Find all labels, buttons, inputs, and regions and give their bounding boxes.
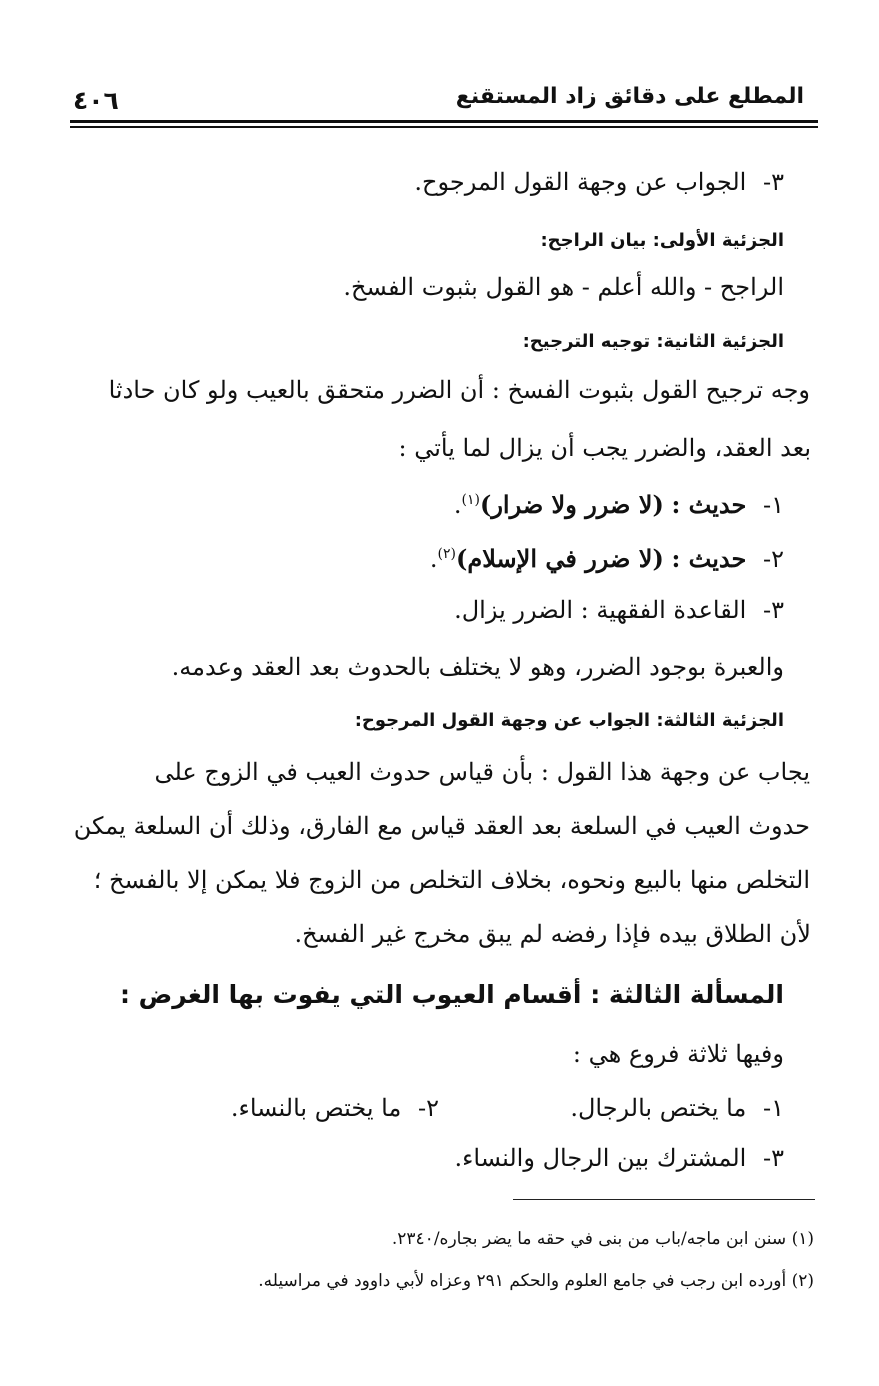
paragraph-line: والعبرة بوجود الضرر، وهو لا يختلف بالحدوث بعد العقد وعدمه.	[171, 653, 784, 681]
page-number: ٤٠٦	[73, 86, 119, 115]
list-text: الجواب عن وجهة القول المرجوح.	[414, 168, 747, 196]
footnote-ref: (١)	[461, 492, 480, 508]
paragraph-line: الراجح - والله أعلم - هو القول بثبوت الفسخ.	[343, 273, 784, 301]
hadith-label: حديث :	[671, 544, 747, 573]
list-item	[570, 1091, 784, 1125]
paragraph-line: حدوث العيب في السلعة بعد العقد قياس مع الفارق، وذلك أن السلعة يمكن	[73, 812, 810, 840]
subheading-third-part: الجزئية الثالثة: الجواب عن وجهة القول المرجوح:	[354, 710, 784, 731]
list-number: ٣-	[763, 1144, 784, 1172]
running-header-title: المطلع على دقائق زاد المستقنع	[455, 84, 804, 109]
paragraph-line: وجه ترجيح القول بثبوت الفسخ : أن الضرر متحقق بالعيب ولو كان حادثا	[108, 376, 810, 404]
footnote-2: (٢) أورده ابن رجب في جامع العلوم والحكم ٢٩١ وعزاه لأبي داوود في مراسيله.	[258, 1271, 814, 1291]
list-number: ٣-	[763, 168, 784, 196]
section-title: المسألة الثالثة : أقسام العيوب التي يفوت بها الغرض :	[119, 980, 784, 1009]
footnote-ref: (٢)	[437, 546, 457, 562]
paragraph-line: التخلص منها بالبيع ونحوه، بخلاف التخلص من الزوج فلا يمكن إلا بالفسخ ؛	[93, 866, 810, 894]
list-item	[414, 165, 784, 199]
list-number: ١-	[763, 1094, 784, 1122]
list-item	[454, 1141, 784, 1175]
header-rule-thin	[70, 126, 818, 128]
paragraph-line: وفيها ثلاثة فروع هي :	[572, 1040, 784, 1068]
header-rule-thick	[70, 120, 818, 123]
paragraph-line: يجاب عن وجهة هذا القول : بأن قياس حدوث العيب في الزوج على	[154, 758, 810, 786]
list-item: ١- حديث : (لا ضرر ولا ضرار)$^{(١)}$.	[454, 483, 784, 522]
list-text: المشترك بين الرجال والنساء.	[454, 1144, 747, 1172]
subheading-first-part: الجزئية الأولى: بيان الراجح:	[540, 230, 784, 251]
paragraph-line: بعد العقد، والضرر يجب أن يزال لما يأتي :	[398, 434, 811, 462]
list-item	[454, 593, 784, 627]
footnote-1: (١) سنن ابن ماجه/باب من بنى في حقه ما يضر بجاره/٢٣٤٠.	[391, 1229, 814, 1249]
hadith-text: (لا ضرر ولا ضرار)	[479, 490, 664, 519]
list-item: ٢- حديث : (لا ضرر في الإسلام)$^{(٢)}$.	[430, 537, 784, 576]
subheading-second-part: الجزئية الثانية: توجيه الترجيح:	[522, 331, 784, 352]
hadith-label: حديث :	[671, 490, 747, 519]
list-text: القاعدة الفقهية : الضرر يزال.	[454, 596, 747, 624]
list-text: ما يختص بالنساء.	[230, 1094, 402, 1122]
list-number: ٣-	[763, 596, 784, 624]
list-number: ١-	[763, 491, 784, 519]
paragraph-line: لأن الطلاق بيده فإذا رفضه لم يبق مخرج غير الفسخ.	[294, 920, 811, 948]
list-text: ما يختص بالرجال.	[570, 1094, 747, 1122]
list-number: ٢-	[763, 545, 784, 573]
list-number: ٢-	[418, 1094, 439, 1122]
hadith-text: (لا ضرر في الإسلام)	[456, 544, 664, 573]
list-item	[231, 1091, 439, 1125]
footnote-separator	[513, 1199, 815, 1200]
